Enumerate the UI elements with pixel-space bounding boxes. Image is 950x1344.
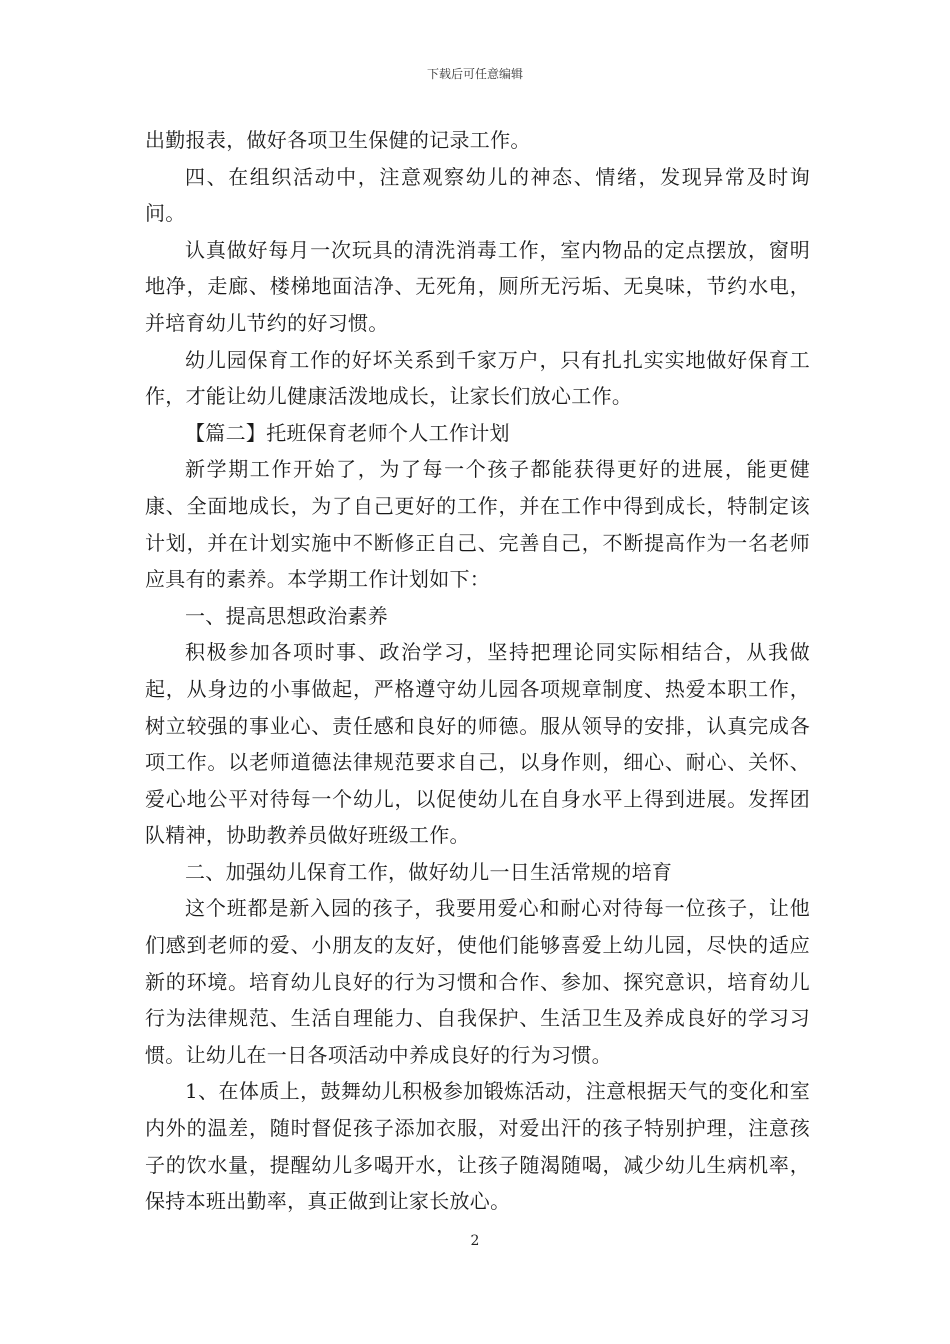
paragraph: 新学期工作开始了，为了每一个孩子都能获得更好的进展，能更健康、全面地成长，为了自己更好的工作，并在工作中得到成长，特制定该计划，并在计划实施中不断修正自己、完善自己，不断提高作为一名老师应具有的素养。本学期工作计划如下： bbox=[145, 457, 810, 592]
paragraph: 幼儿园保育工作的好坏关系到千家万户，只有扎扎实实地做好保育工作，才能让幼儿健康活泼地成长，让家长们放心工作。 bbox=[145, 347, 810, 409]
paragraph: 积极参加各项时事、政治学习，坚持把理论同实际相结合，从我做起，从身边的小事做起，严格遵守幼儿园各项规章制度、热爱本职工作，树立较强的事业心、责任感和良好的师德。服从领导的安排，认真完成各项工作。以老师道德法律规范要求自己，以身作则，细心、耐心、关怀、爱心地公平对待每一个幼儿，以促使幼儿在自身水平上得到进展。发挥团队精神，协助教养员做好班级工作。 bbox=[145, 640, 810, 848]
paragraph: 认真做好每月一次玩具的清洗消毒工作，室内物品的定点摆放，窗明地净，走廊、楼梯地面洁净、无死角，厕所无污垢、无臭味，节约水电，并培育幼儿节约的好习惯。 bbox=[145, 237, 810, 335]
document-body bbox=[145, 122, 810, 1220]
page-header: 下载后可任意编辑 bbox=[426, 67, 523, 81]
section-heading: 【篇二】托班保育老师个人工作计划 bbox=[185, 420, 510, 445]
page-number: 2 bbox=[470, 1233, 480, 1249]
paragraph: 出勤报表，做好各项卫生保健的记录工作。 bbox=[145, 128, 531, 152]
paragraph: 四、在组织活动中，注意观察幼儿的神态、情绪，发现异常及时询问。 bbox=[145, 164, 810, 226]
section-heading: 一、提高思想政治素养 bbox=[185, 603, 388, 628]
section-heading: 二、加强幼儿保育工作，做好幼儿一日生活常规的培育 bbox=[185, 859, 673, 884]
paragraph: 这个班都是新入园的孩子，我要用爱心和耐心对待每一位孩子，让他们感到老师的爱、小朋友的友好，使他们能够喜爱上幼儿园，尽快的适应新的环境。培育幼儿良好的行为习惯和合作、参加、探究意识，培育幼儿行为法律规范、生活自理能力、自我保护、生活卫生及养成良好的学习习惯。让幼儿在一日各项活动中养成良好的行为习惯。 bbox=[145, 896, 810, 1067]
paragraph: 1、在体质上，鼓舞幼儿积极参加锻炼活动，注意根据天气的变化和室内外的温差，随时督促孩子添加衣服，对爱出汗的孩子特别护理，注意孩子的饮水量，提醒幼儿多喝开水，让孩子随渴随喝，减少幼儿生病机率，保持本班出勤率，真正做到让家长放心。 bbox=[145, 1079, 810, 1214]
